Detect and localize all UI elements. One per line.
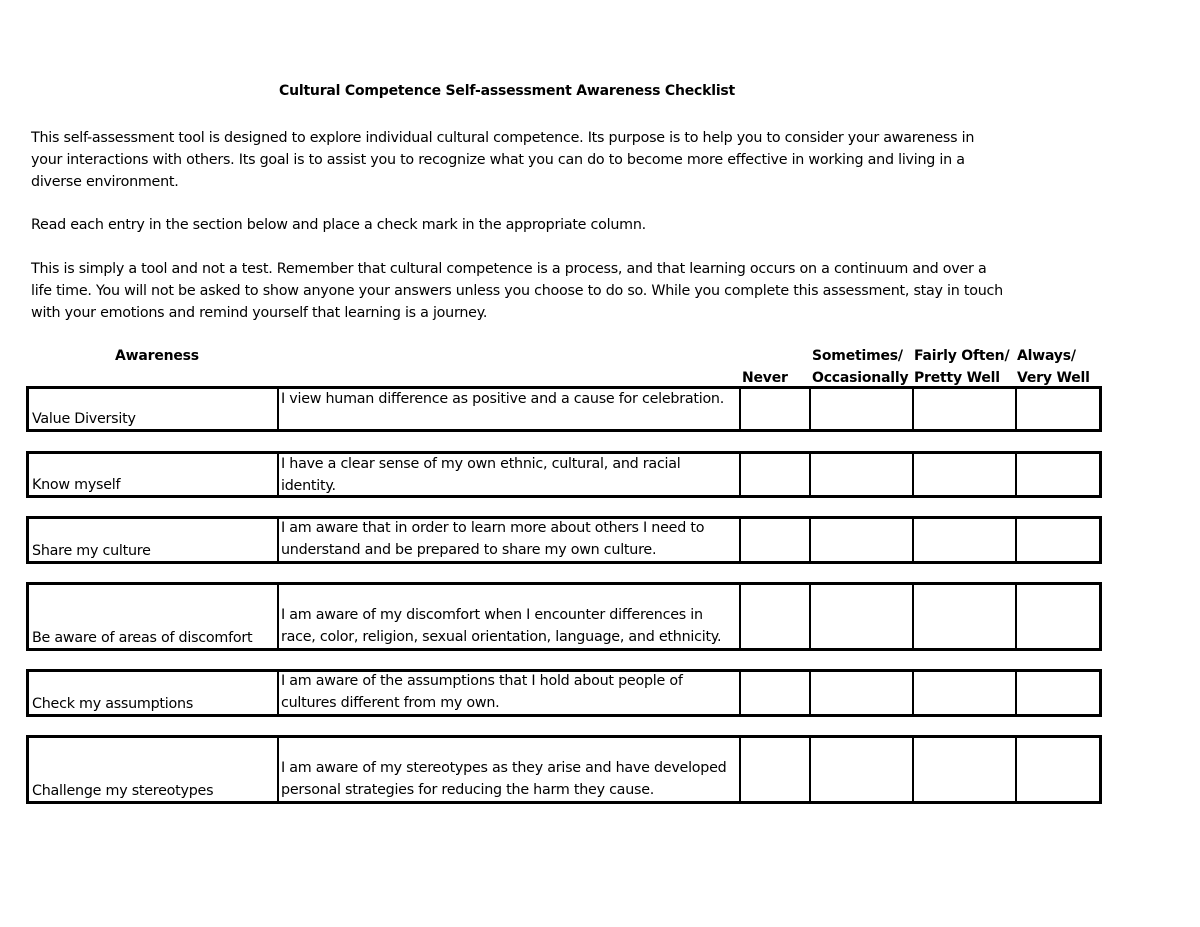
- column-header-always-line1: Always/: [1017, 348, 1076, 364]
- check-cell-always[interactable]: [1017, 672, 1099, 714]
- checklist-row-share-my-culture: [26, 516, 1102, 564]
- column-header-sometimes-line1: Sometimes/: [812, 348, 903, 364]
- check-cell-fairly-often[interactable]: [914, 389, 1017, 429]
- checklist-row-areas-of-discomfort: [26, 582, 1102, 651]
- column-header-never: Never: [742, 370, 788, 386]
- checklist-row-know-myself: [26, 451, 1102, 498]
- row-label-cell: [29, 454, 279, 495]
- check-cell-never[interactable]: [741, 389, 811, 429]
- row-statement: I am aware that in order to learn more about others I need to understand and be prepared to share my own culture.: [281, 520, 705, 558]
- check-cell-never[interactable]: [741, 585, 811, 648]
- row-statement: I am aware of the assumptions that I hold about people of cultures different from my own.: [281, 673, 683, 711]
- row-statement-cell: [279, 738, 741, 801]
- row-statement-cell: [279, 672, 741, 714]
- check-cell-always[interactable]: [1017, 389, 1099, 429]
- note-paragraph: This is simply a tool and not a test. Remember that cultural competence is a process, and that learning occurs on a continuum and over a life time. You will not be asked to show anyone your answers unless you choose to do so. While you complete this assessment, stay in touch with your emotions and remind yourself that learning is a journey.: [31, 261, 1003, 321]
- row-statement: I view human difference as positive and a cause for celebration.: [281, 391, 725, 407]
- check-cell-fairly-often[interactable]: [914, 672, 1017, 714]
- check-cell-never[interactable]: [741, 738, 811, 801]
- row-label-cell: [29, 672, 279, 714]
- checklist-row-value-diversity: [26, 386, 1102, 432]
- row-label-cell: [29, 585, 279, 648]
- column-header-always: [1017, 345, 1090, 389]
- check-cell-sometimes[interactable]: [811, 738, 914, 801]
- section-header: Awareness: [115, 348, 199, 364]
- row-statement-cell: [279, 389, 741, 429]
- instruction-paragraph: Read each entry in the section below and place a check mark in the appropriate column.: [31, 217, 646, 233]
- row-statement-cell: [279, 519, 741, 561]
- check-cell-sometimes[interactable]: [811, 389, 914, 429]
- row-statement: I have a clear sense of my own ethnic, cultural, and racial identity.: [281, 456, 681, 494]
- row-label: Share my culture: [32, 543, 151, 559]
- check-cell-sometimes[interactable]: [811, 454, 914, 495]
- row-label: Challenge my stereotypes: [32, 783, 214, 799]
- row-label: Value Diversity: [32, 411, 136, 427]
- row-statement-cell: [279, 585, 741, 648]
- check-cell-fairly-often[interactable]: [914, 519, 1017, 561]
- checklist-row-check-assumptions: [26, 669, 1102, 717]
- page-title: Cultural Competence Self-assessment Awareness Checklist: [279, 83, 736, 99]
- check-cell-never[interactable]: [741, 454, 811, 495]
- column-header-fairly-often: [914, 345, 1009, 389]
- checklist-row-challenge-stereotypes: [26, 735, 1102, 804]
- intro-paragraph: This self-assessment tool is designed to explore individual cultural competence. Its purpose is to help you to consider your awareness in your interactions with others. Its goal is to assist you to recognize what you can do to become more effective in working and living in a diverse environment.: [31, 130, 975, 190]
- row-statement: I am aware of my discomfort when I encounter differences in race, color, religion, sexual orientation, language, and ethnicity.: [281, 607, 722, 645]
- row-label-cell: [29, 738, 279, 801]
- column-header-always-line2: Very Well: [1017, 370, 1090, 386]
- column-header-sometimes-line2: Occasionally: [812, 370, 909, 386]
- check-cell-never[interactable]: [741, 519, 811, 561]
- check-cell-sometimes[interactable]: [811, 519, 914, 561]
- row-label: Be aware of areas of discomfort: [32, 630, 253, 646]
- check-cell-always[interactable]: [1017, 585, 1099, 648]
- check-cell-fairly-often[interactable]: [914, 738, 1017, 801]
- check-cell-sometimes[interactable]: [811, 585, 914, 648]
- check-cell-always[interactable]: [1017, 519, 1099, 561]
- row-label-cell: [29, 389, 279, 429]
- check-cell-sometimes[interactable]: [811, 672, 914, 714]
- column-header-sometimes: [812, 345, 908, 389]
- row-label-cell: [29, 519, 279, 561]
- row-statement-cell: [279, 454, 741, 495]
- check-cell-fairly-often[interactable]: [914, 454, 1017, 495]
- row-statement: I am aware of my stereotypes as they arise and have developed personal strategies for reducing the harm they cause.: [281, 760, 727, 798]
- check-cell-never[interactable]: [741, 672, 811, 714]
- row-label: Check my assumptions: [32, 696, 194, 712]
- check-cell-always[interactable]: [1017, 454, 1099, 495]
- column-header-fairly-line1: Fairly Often/: [914, 348, 1010, 364]
- row-label: Know myself: [32, 477, 121, 493]
- column-header-fairly-line2: Pretty Well: [914, 370, 1000, 386]
- check-cell-always[interactable]: [1017, 738, 1099, 801]
- check-cell-fairly-often[interactable]: [914, 585, 1017, 648]
